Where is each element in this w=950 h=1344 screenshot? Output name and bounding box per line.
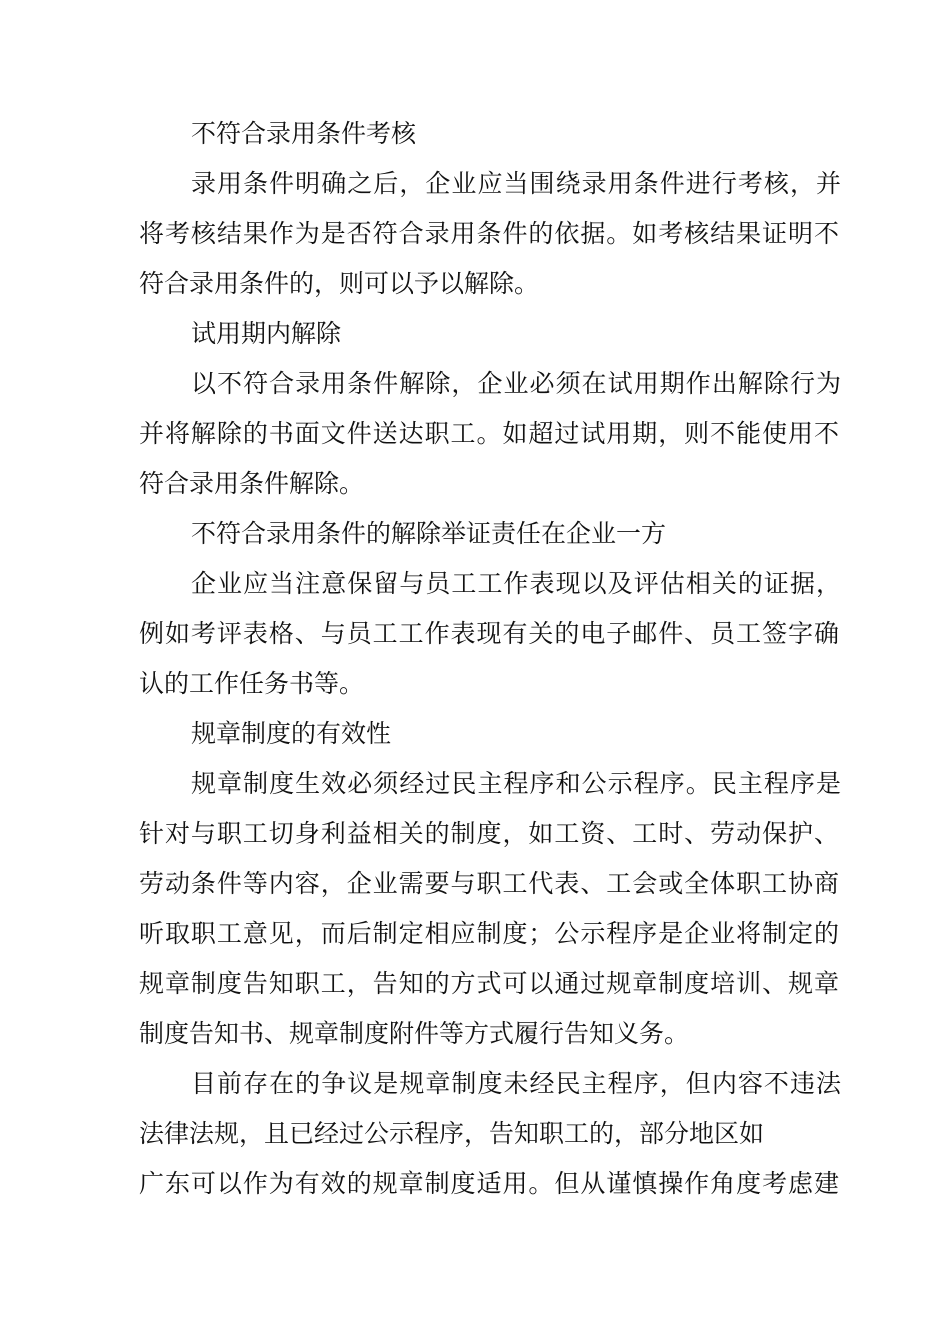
paragraph-line: 听取职工意见，而后制定相应制度；公示程序是企业将制定的 (139, 919, 839, 948)
paragraph-line: 录用条件明确之后，企业应当围绕录用条件进行考核，并 (191, 169, 841, 198)
paragraph-line: 目前存在的争议是规章制度未经民主程序，但内容不违法 (191, 1069, 841, 1098)
paragraph-line: 符合录用条件的，则可以予以解除。 (139, 269, 540, 298)
paragraph-line: 规章制度告知职工，告知的方式可以通过规章制度培训、规章 (139, 969, 839, 998)
paragraph-line: 例如考评表格、与员工工作表现有关的电子邮件、员工签字确 (139, 619, 839, 648)
heading-rules-validity: 规章制度的有效性 (191, 719, 392, 748)
paragraph-line: 制度告知书、规章制度附件等方式履行告知义务。 (139, 1019, 690, 1048)
paragraph-line: 符合录用条件解除。 (139, 469, 365, 498)
paragraph-line: 法律法规，且已经过公示程序，告知职工的，部分地区如 (139, 1119, 765, 1148)
paragraph-line: 以不符合录用条件解除，企业必须在试用期作出解除行为 (191, 369, 841, 398)
paragraph-line: 广东可以作为有效的规章制度适用。但从谨慎操作角度考虑建 (139, 1169, 839, 1198)
heading-termination-within-probation: 试用期内解除 (191, 319, 342, 348)
paragraph-line: 针对与职工切身利益相关的制度，如工资、工时、劳动保护、 (139, 819, 839, 848)
heading-probation-assessment: 不符合录用条件考核 (191, 119, 417, 148)
paragraph-line: 规章制度生效必须经过民主程序和公示程序。民主程序是 (191, 769, 841, 798)
paragraph-line: 并将解除的书面文件送达职工。如超过试用期，则不能使用不 (139, 419, 839, 448)
paragraph-line: 将考核结果作为是否符合录用条件的依据。如考核结果证明不 (139, 219, 839, 248)
paragraph-line: 认的工作任务书等。 (139, 669, 365, 698)
heading-burden-of-proof: 不符合录用条件的解除举证责任在企业一方 (191, 519, 667, 548)
paragraph-line: 企业应当注意保留与员工工作表现以及评估相关的证据， (191, 569, 841, 598)
paragraph-line: 劳动条件等内容，企业需要与职工代表、工会或全体职工协商 (139, 869, 839, 898)
